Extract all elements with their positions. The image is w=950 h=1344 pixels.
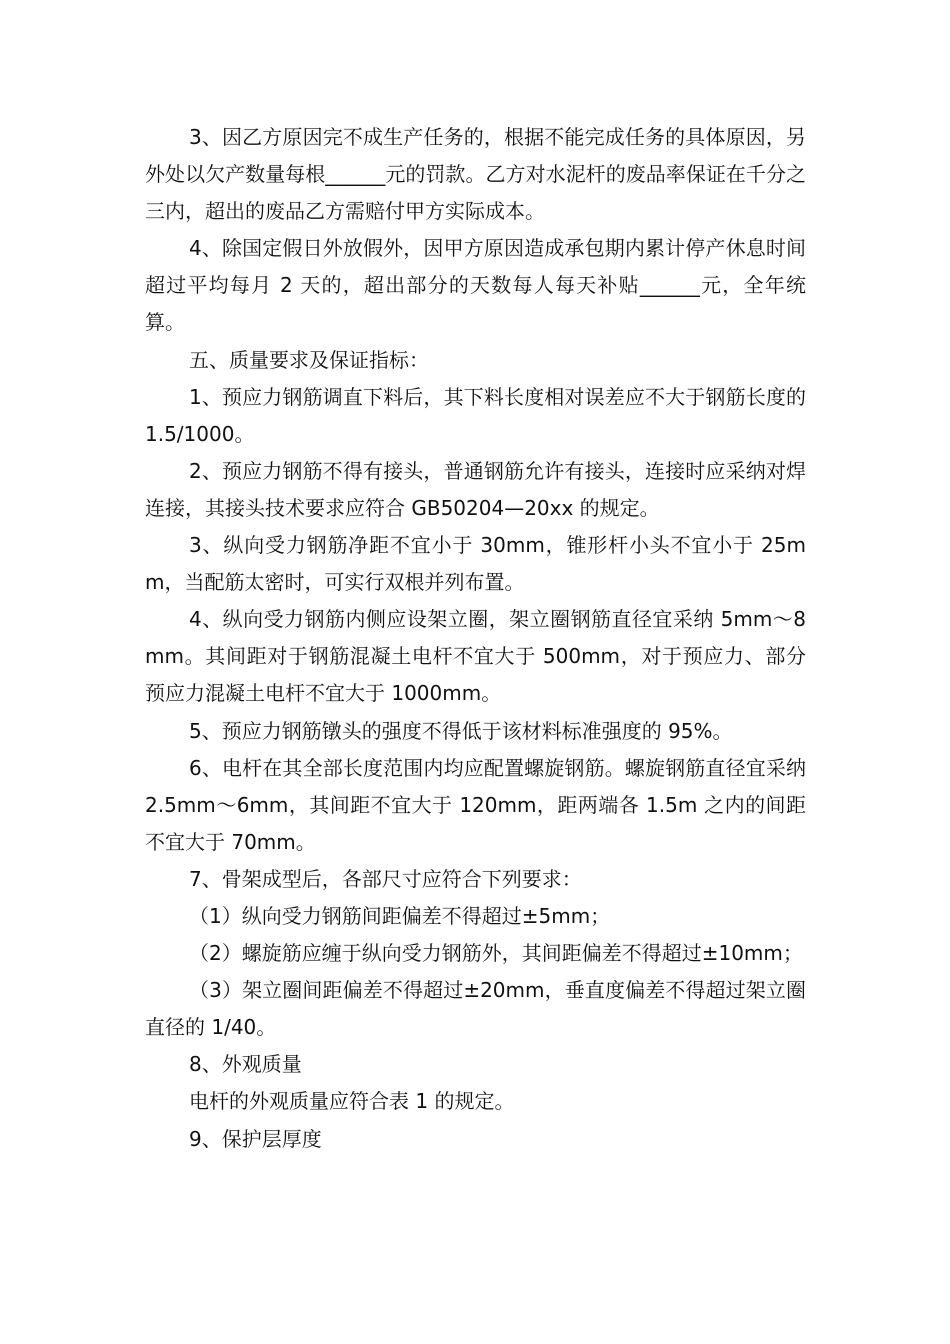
paragraph-item-7: 7、骨架成型后，各部尺寸应符合下列要求： — [189, 866, 582, 891]
paragraph-subitem-2: （2）螺旋筋应缠于纵向受力钢筋外，其间距偏差不得超过±10mm； — [189, 941, 803, 966]
paragraph-item-6: 6、电杆在其全部长度范围内均应配置螺旋钢筋。螺旋钢筋直径宜采纳 2.5mm～6mm，其间距不宜大于 120mm，距两端各 1.5m 之内的间距不宜大于 70mm。 — [145, 755, 806, 854]
paragraph-item-5: 5、预应力钢筋镦头的强度不得低于该材料标准强度的 95%。 — [189, 718, 733, 743]
paragraph-subitem-1: （1）纵向受力钢筋间距偏差不得超过±5mm； — [189, 903, 611, 928]
paragraph-holiday-clause: 4、除国定假日外放假外，因甲方原因造成承包期内累计停产休息时间超过平均每月 2 天的，超出部分的天数每人每天补贴______元，全年统算。 — [145, 236, 806, 335]
paragraph-item-1: 1、预应力钢筋调直下料后，其下料长度相对误差应不大于钢筋长度的 1.5/1000。 — [145, 384, 806, 446]
paragraph-item-3: 3、纵向受力钢筋净距不宜小于 30mm，锥形杆小头不宜小于 25mm，当配筋太密时，可实行双根并列布置。 — [145, 533, 806, 595]
paragraph-subitem-3: （3）架立圈间距偏差不得超过±20mm，垂直度偏差不得超过架立圈直径的 1/40。 — [145, 978, 806, 1040]
paragraph-item-2: 2、预应力钢筋不得有接头，普通钢筋允许有接头，连接时应采纳对焊连接，其接头技术要求应符合 GB50204—20xx 的规定。 — [145, 458, 806, 520]
document-page — [145, 119, 806, 1158]
paragraph-item-8: 8、外观质量 — [189, 1052, 302, 1077]
paragraph-item-9: 9、保护层厚度 — [189, 1126, 322, 1151]
paragraph-appearance-note: 电杆的外观质量应符合表 1 的规定。 — [189, 1089, 515, 1114]
paragraph-penalty-clause: 3、因乙方原因完不成生产任务的，根据不能完成任务的具体原因，另外处以欠产数量每根______元的罚款。乙方对水泥杆的废品率保证在千分之三内，超出的废品乙方需赔付甲方实际成本。 — [145, 125, 806, 224]
paragraph-item-4: 4、纵向受力钢筋内侧应设架立圈，架立圈钢筋直径宜采纳 5mm～8mm。其间距对于钢筋混凝土电杆不宜大于 500mm，对于预应力、部分预应力混凝土电杆不宜大于 1000mm。 — [145, 607, 806, 706]
section-heading-quality: 五、质量要求及保证指标： — [189, 347, 429, 372]
